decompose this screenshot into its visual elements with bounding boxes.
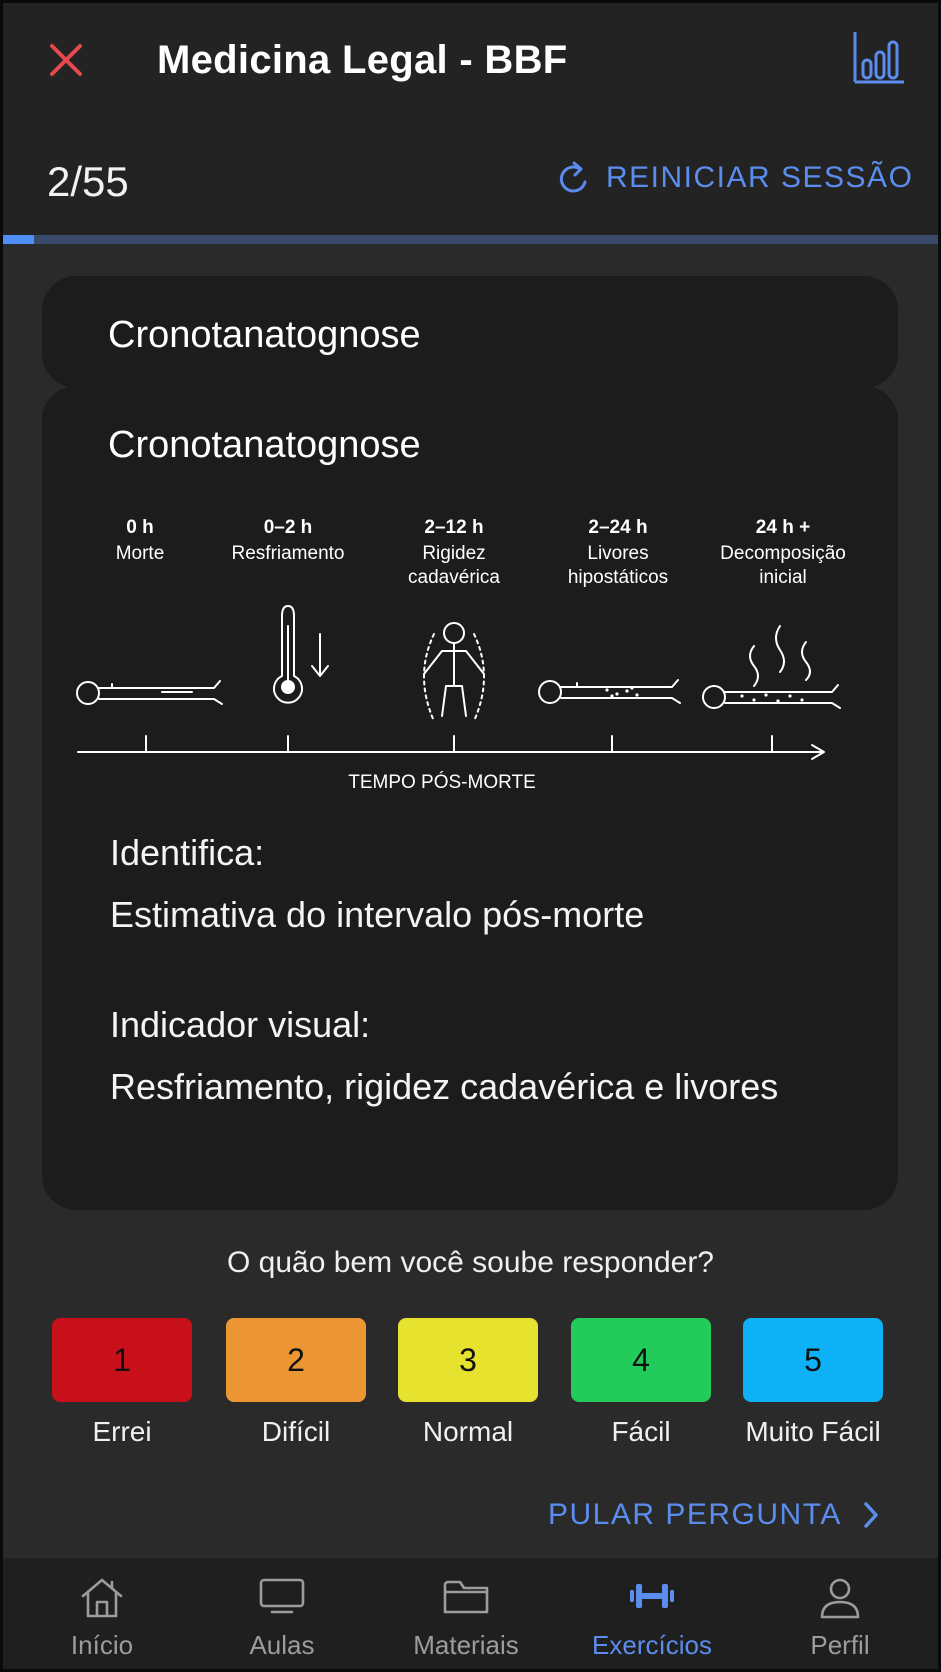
nav-item-exercicios[interactable] xyxy=(558,1558,746,1672)
progress-bar xyxy=(0,235,941,244)
thermometer-icon xyxy=(274,606,328,703)
folder-icon xyxy=(442,1576,490,1616)
chevron-right-icon xyxy=(862,1501,880,1529)
identifica-value: Estimativa do intervalo pós-morte xyxy=(110,894,645,935)
skip-question-label: PULAR PERGUNTA xyxy=(548,1498,842,1531)
rating-label-4: Fácil xyxy=(611,1416,671,1447)
flashcard-back-title: Cronotanatognose xyxy=(108,424,421,466)
user-icon xyxy=(817,1576,863,1620)
timeline-axis-label: TEMPO PÓS-MORTE xyxy=(348,772,536,793)
lying-body-icon xyxy=(77,681,222,704)
nav-label-perfil: Perfil xyxy=(810,1630,870,1660)
post-mortem-timeline-illustration xyxy=(42,516,898,836)
nav-label-materiais: Materiais xyxy=(413,1630,519,1660)
rating-label-2: Difícil xyxy=(261,1416,331,1447)
flashcard-back xyxy=(42,386,898,1210)
stage-time-4: 24 h + xyxy=(755,517,811,538)
lying-body-livores-icon xyxy=(539,680,680,703)
rating-button-3[interactable]: 3 xyxy=(398,1318,538,1402)
monitor-icon xyxy=(258,1576,306,1616)
decomposing-body-icon xyxy=(703,626,840,708)
stage-label-1: Resfriamento xyxy=(231,543,345,564)
dumbbell-icon xyxy=(628,1576,676,1616)
restart-session-label: REINICIAR SESSÃO xyxy=(606,161,914,194)
restart-session-button[interactable] xyxy=(558,160,913,196)
stage-label-2: Rigidez xyxy=(422,543,486,564)
rating-button-1[interactable]: 1 xyxy=(52,1318,192,1402)
stage-label-4: Decomposição xyxy=(720,543,846,564)
stage-time-0: 0 h xyxy=(126,517,154,538)
nav-item-inicio[interactable] xyxy=(8,1558,196,1672)
question-counter: 2/55 xyxy=(47,158,129,205)
progress-fill xyxy=(0,235,34,244)
close-icon xyxy=(44,38,88,82)
indicador-value: Resfriamento, rigidez cadavérica e livores xyxy=(110,1066,779,1107)
top-bar xyxy=(0,0,941,235)
identifica-label: Identifica: xyxy=(110,832,265,873)
stage-time-2: 2–12 h xyxy=(424,517,484,538)
rating-button-4[interactable]: 4 xyxy=(571,1318,711,1402)
nav-label-exercicios: Exercícios xyxy=(592,1630,712,1660)
page-title: Medicina Legal - BBF xyxy=(157,38,568,82)
close-button[interactable] xyxy=(44,38,88,82)
stage-time-3: 2–24 h xyxy=(588,517,648,538)
stage-time-1: 0–2 h xyxy=(263,517,313,538)
nav-item-materiais[interactable] xyxy=(372,1558,560,1672)
rating-options xyxy=(52,1318,902,1448)
rating-label-1: Errei xyxy=(92,1416,152,1447)
stage-label-0: Morte xyxy=(115,543,165,564)
rating-button-2[interactable]: 2 xyxy=(226,1318,366,1402)
nav-label-aulas: Aulas xyxy=(249,1630,315,1660)
nav-item-perfil[interactable] xyxy=(746,1558,934,1672)
refresh-icon xyxy=(558,160,592,196)
bottom-navigation xyxy=(0,1558,941,1672)
stage-label-3b: hipostáticos xyxy=(567,567,669,588)
stage-label-4b: inicial xyxy=(759,567,807,588)
rating-question: O quão bem você soube responder? xyxy=(227,1246,714,1279)
indicador-label: Indicador visual: xyxy=(110,1004,371,1045)
stats-button[interactable] xyxy=(852,30,906,86)
nav-item-aulas[interactable] xyxy=(188,1558,376,1672)
home-icon xyxy=(79,1576,125,1620)
skip-question-button[interactable] xyxy=(548,1498,880,1532)
rating-button-5[interactable]: 5 xyxy=(743,1318,883,1402)
nav-label-inicio: Início xyxy=(70,1630,134,1660)
rating-label-3: Normal xyxy=(422,1416,514,1447)
stage-label-3: Livores xyxy=(587,543,649,564)
flashcard-front-title: Cronotanatognose xyxy=(108,314,421,356)
bar-chart-icon xyxy=(852,30,906,86)
stage-label-2b: cadavérica xyxy=(408,567,500,588)
standing-body-icon xyxy=(424,623,484,721)
flashcard-front xyxy=(42,276,898,388)
rating-label-5: Muito Fácil xyxy=(745,1416,881,1447)
